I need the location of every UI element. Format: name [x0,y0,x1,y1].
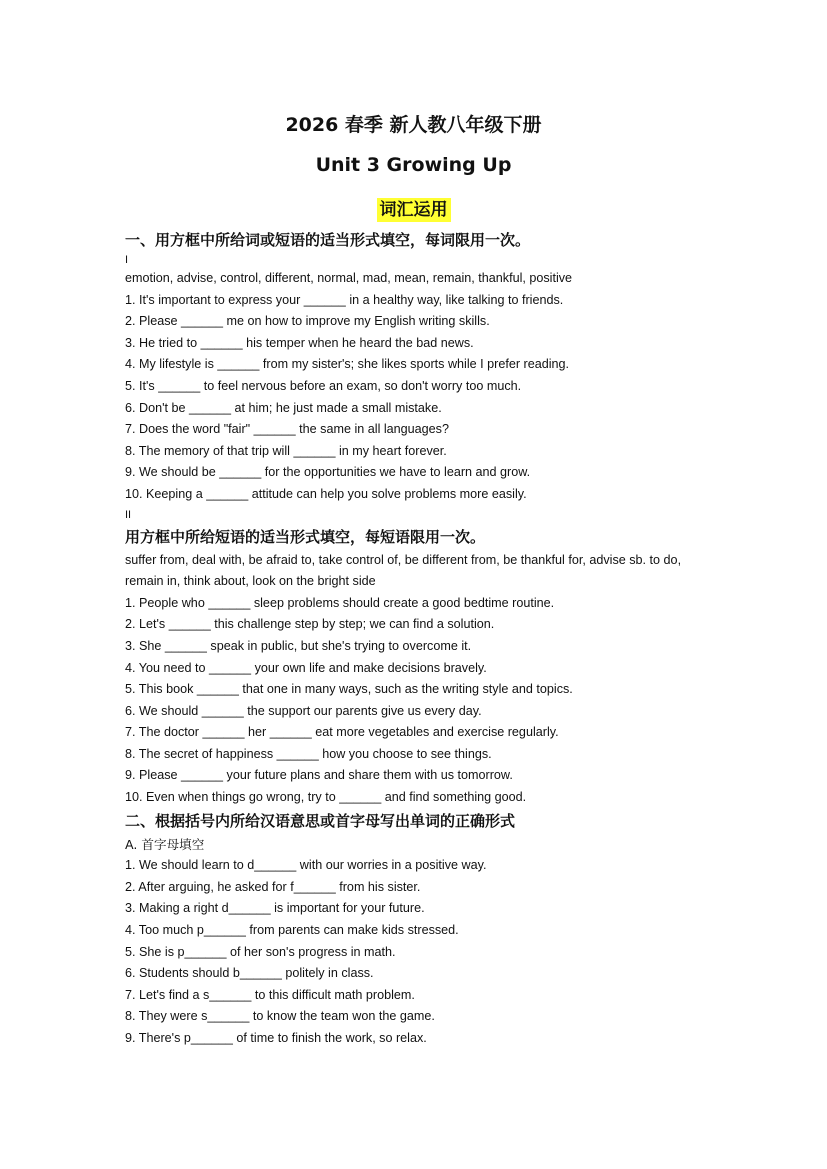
part1-items [125,290,725,506]
part2-items [125,593,725,809]
question-item: 5. She is p______ of her son's progress in math. [125,944,396,959]
question-item: 9. Please ______ your future plans and share them with us tomorrow. [125,768,513,783]
question-item: 3. She ______ speak in public, but she's trying to overcome it. [125,638,472,653]
question-item: 6. Don't be ______ at him; he just made a small mistake. [125,400,442,415]
section-badge-wrap [0,198,827,222]
question-item: 2. After arguing, he asked for f______ from his sister. [125,879,421,894]
question-item: 8. The memory of that trip will ______ in my heart forever. [125,443,447,458]
question-item: 4. My lifestyle is ______ from my sister's; she likes sports while I prefer reading. [125,357,570,372]
question-item: 10. Keeping a ______ attitude can help you solve problems more easily. [125,486,527,501]
question-item: 5. This book ______ that one in many ways, such as the writing style and topics. [125,682,573,697]
question-item: 1. We should learn to d______ with our worries in a positive way. [125,858,487,873]
part-a-label: A. 首字母填空 [125,836,205,852]
question-item: 7. Let's find a s______ to this difficult math problem. [125,987,415,1002]
part-a-items [125,855,725,1049]
question-item: 4. Too much p______ from parents can make kids stressed. [125,923,459,938]
question-item: 10. Even when things go wrong, try to ______ and find something good. [125,790,527,805]
section1-heading: 一、用方框中所给词或短语的适当形式填空，每词限用一次。 [125,231,531,249]
document-title: 2026 春季 新人教八年级下册 [285,114,542,136]
question-item: 4. You need to ______ your own life and make decisions bravely. [125,660,487,675]
section2-heading: 二、根据括号内所给汉语意思或首字母写出单词的正确形式 [125,811,516,830]
question-item: 7. The doctor ______ her ______ eat more vegetables and exercise regularly. [125,725,559,740]
question-item: 2. Please ______ me on how to improve my English writing skills. [125,314,490,329]
question-item: 1. It's important to express your ______ in a healthy way, like talking to friends. [125,292,564,307]
question-item: 1. People who ______ sleep problems should create a good bedtime routine. [125,595,555,610]
question-item: 9. We should be ______ for the opportunities we have to learn and grow. [125,465,531,480]
vocabulary-badge: 词汇运用 [377,198,451,222]
question-item: 3. He tried to ______ his temper when he heard the bad news. [125,335,474,350]
worksheet-content [125,228,725,1050]
question-item: 5. It's ______ to feel nervous before an exam, so don't worry too much. [125,378,522,393]
word-bank: emotion, advise, control, different, normal, mad, mean, remain, thankful, positive [125,271,573,285]
part1-label: I [125,254,129,266]
phrase-bank: suffer from, deal with, be afraid to, take control of, be different from, be thankful for, advise sb. to do, remain in, think about, look on the bright side [125,552,682,589]
question-item: 7. Does the word "fair" ______ the same in all languages? [125,422,449,437]
part2-heading: 用方框中所给短语的适当形式填空，每短语限用一次。 [125,527,486,546]
question-item: 6. Students should b______ politely in class. [125,966,374,981]
question-item: 3. Making a right d______ is important for your future. [125,901,425,916]
question-item: 8. The secret of happiness ______ how you choose to see things. [125,746,492,761]
question-item: 9. There's p______ of time to finish the work, so relax. [125,1031,427,1045]
question-item: 8. They were s______ to know the team won the game. [125,1009,435,1024]
question-item: 6. We should ______ the support our parents give us every day. [125,703,482,718]
unit-title: Unit 3 Growing Up [315,154,512,176]
question-item: 2. Let's ______ this challenge step by step; we can find a solution. [125,617,495,632]
part2-label: II [125,508,132,521]
